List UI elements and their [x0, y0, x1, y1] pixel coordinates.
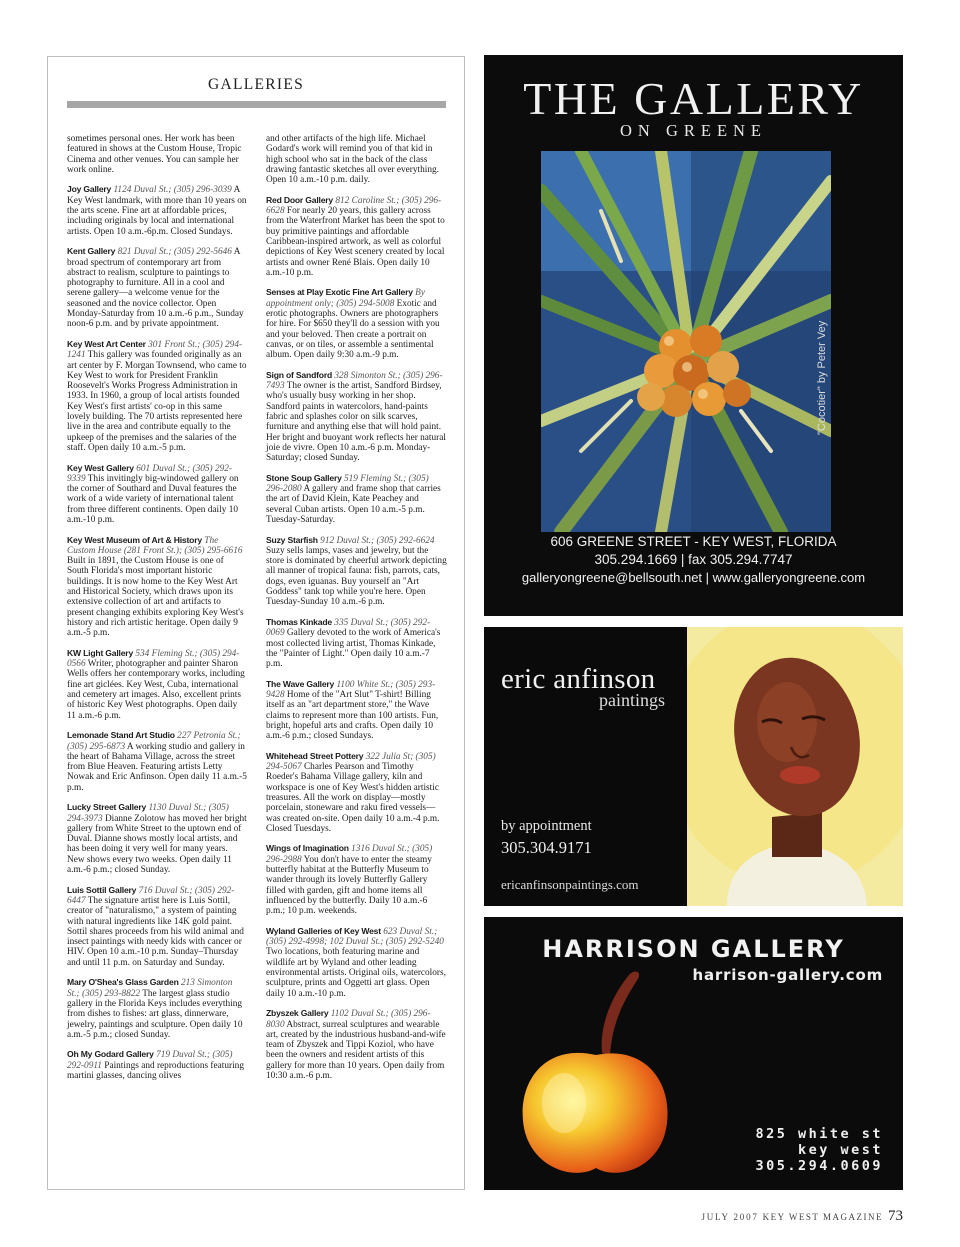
gallery-description: Paintings and reproductions featuring martini glasses, dancing olives: [67, 1060, 244, 1082]
gallery-name: Red Door Gallery: [266, 194, 334, 205]
gallery-listing: [67, 535, 247, 639]
gallery-listing: [67, 1049, 247, 1081]
gallery-listing: [67, 339, 247, 453]
gallery-description: Built in 1891, the Custom House is one of South Florida's most important historic buildings. It is now home to the Key West Art and Historical Society, which draws upon its extensive collection of art and artifacts to present changing exhibits exploring Key West's history and rich artistic heritage. Open daily 9 a.m.-5 p.m.: [67, 556, 244, 639]
gallery-listing: [67, 730, 247, 793]
gallery-description: A Key West landmark, with more than 10 years on the arts scene. Fine art at affordable prices, including originals by local and international artists. Open 10 a.m.-6p.m. Closed Sundays.: [67, 185, 247, 237]
gallery-name: Wyland Galleries of Key West: [266, 925, 381, 936]
coconut-palm-painting: [541, 151, 831, 532]
gallery-description: The owner is the artist, Sandford Birdsey, who's usually busy working in her shop. Sandford paints in watercolors, hand-paints fabric and splashes color on silk scarves, furniture and anything else that will hold paint. Her bright and buoyant work reflects her natural joie de vivre. Open 10 a.m.-6 p.m. Monday-Saturday; closed Sunday.: [266, 381, 446, 464]
ad-website: ericanfinsonpaintings.com: [501, 877, 639, 892]
gallery-name: Lucky Street Gallery: [67, 802, 147, 813]
issue-date: JULY 2007: [701, 1212, 759, 1222]
page-number: 73: [888, 1208, 903, 1224]
gallery-description: Gallery devoted to the work of America's most collected living artist, Thomas Kinkade, the "Painter of Light." Open daily 10 a.m.-7 p.m.: [266, 628, 441, 670]
gallery-listing: [67, 246, 247, 329]
gallery-name: Wings of Imagination: [266, 843, 349, 854]
ad-address-block: [755, 1126, 883, 1174]
gallery-address: 821 Duval St.; (305) 292-5646: [117, 247, 232, 258]
ad-address: 606 GREENE STREET - KEY WEST, FLORIDA: [550, 534, 837, 549]
gallery-listing: [266, 679, 447, 742]
listing-column-left: [67, 134, 247, 1091]
gallery-listing: [266, 843, 447, 916]
gallery-listing: [266, 473, 447, 525]
ad-phones: 305.294.1669 | fax 305.294.7747: [594, 552, 793, 567]
gallery-name: Key West Art Center: [67, 338, 146, 349]
gallery-name: Stone Soup Gallery: [266, 472, 342, 483]
gallery-description: This gallery was founded originally as an art center by F. Morgan Townsend, who came to Key West to work for President Franklin Roosevelt's Works Progress Administration in 1933. In 1960, a group of local artists founded Key West's first artists' co-op in this same lovely building. The 70 artists represented here live in the area and contribute equally to the upkeep of the premises and the salaries of the staff. Open daily 10 a.m.-5 p.m.: [67, 350, 247, 453]
eric-anfinson-ad: [484, 627, 903, 906]
gallery-address: 322 Julia St; (305) 294-5067: [266, 751, 436, 773]
gallery-listing: [266, 751, 447, 834]
gallery-description: This invitingly big-windowed gallery on the corner of Southard and Duval features the work of a wide variety of international talent from three different continents. Open daily 10 a.m.-10 p.m.: [67, 473, 239, 525]
portrait-painting: [687, 627, 903, 906]
gallery-name: Senses at Play Exotic Fine Art Gallery: [266, 287, 413, 298]
gallery-address: 601 Duval St.; (305) 292-9339: [67, 463, 232, 484]
ad-subtitle: ON GREENE: [619, 121, 768, 140]
ad-title: THE GALLERY: [523, 73, 864, 124]
harrison-gallery-ad: [484, 917, 903, 1190]
gallery-listing: [67, 463, 247, 526]
ad-street: 825 white st: [755, 1126, 883, 1142]
glass-apple-sculpture: [504, 963, 684, 1183]
gallery-listing: [67, 977, 247, 1040]
gallery-description: Writer, photographer and painter Sharon Wells offers her contemporary works, including fine art giclées. Key West, Cuba, international and cemetery art images. Also, excellent prints of historic Key West photographs. Open daily 11 a.m.-6 p.m.: [67, 659, 245, 721]
gallery-on-greene-ad: [484, 55, 903, 616]
artist-name: eric anfinson: [501, 663, 656, 695]
gallery-address: 301 Front St.; (305) 294-1241: [67, 339, 243, 361]
gallery-description: A working studio and gallery in the heart of Bahama Village, across the street from Blue Heaven. Featuring artists Letty Nowak and Eric Anfinson. Open daily 11 a.m.-5 p.m.: [67, 741, 247, 793]
gallery-address: 213 Simonton St.; (305) 293-8822: [67, 978, 233, 999]
gallery-description: sometimes personal ones. Her work has been featured in shows at the Custom House, Tropic Cinema and other venues. You can sample her work online.: [67, 134, 242, 175]
gallery-listing: [67, 802, 247, 875]
gallery-listing: [266, 535, 447, 608]
gallery-name: Sign of Sandford: [266, 369, 333, 380]
gallery-listing: [266, 134, 447, 185]
gallery-address: 1100 White St.; (305) 293-9428: [266, 679, 436, 701]
gallery-description: For nearly 20 years, this gallery across from the Waterfront Market has been the spot to buy primitive paintings and affordable Caribbean-inspired artwork, as well as colorful depictions of Key West scenery created by local artists and owner René Blais. Open daily 10 a.m.-10 p.m.: [266, 206, 445, 278]
gallery-listing: [266, 370, 447, 464]
page-folio: [701, 1207, 903, 1225]
gallery-address: 716 Duval St.; (305) 292-6447: [67, 885, 235, 906]
gallery-name: Luis Sottil Gallery: [67, 884, 137, 895]
gallery-name: Lemonade Stand Art Studio: [67, 730, 175, 741]
gallery-listing: [67, 184, 247, 236]
gallery-listing: [266, 195, 447, 278]
gallery-description: You don't have to enter the steamy butterfly habitat at the Butterfly Museum to wander through its lovely Butterfly Gallery filled with garden, gift and home items all influenced by the butterfly. Daily 10 a.m.-6 p.m.; 10 p.m. weekends.: [266, 854, 432, 917]
gallery-description: Exotic and erotic photographs. Owners are photographers for hire. For $650 they'll do a session with you and your beloved. Then create a portrait on canvas, or on tiles, or assemble a sentimental album. Open daily 9:30 a.m.-9 p.m.: [266, 298, 440, 361]
ad-website: harrison-gallery.com: [692, 966, 883, 984]
gallery-description: Two locations, both featuring marine and wildlife art by Wyland and other leading environmental artists. Original oils, watercolors, sculpture, prints and Oggetti art glass. Open daily 10 a.m.-10 p.m.: [266, 947, 446, 999]
by-appointment-label: by appointment: [501, 818, 592, 834]
ad-subtitle: paintings: [599, 690, 665, 710]
gallery-address: 623 Duval St.; (305) 292-4998; 102 Duval St.; (305) 292-5240: [266, 926, 444, 948]
ad-city: key west: [797, 1142, 883, 1158]
gallery-address: 335 Duval St.; (305) 292-0069: [266, 617, 431, 639]
gallery-address: 227 Petronia St.; (305) 295-6873: [67, 731, 241, 752]
gallery-listing: [67, 648, 247, 721]
gallery-description: Abstract, surreal sculptures and wearable art, created by the industrious husband-and-wife team of Zbyszek and Tippi Koziol, who have been the owners and resident artists of this gallery for more than 10 years. Open daily from 10:30 a.m.-6 p.m.: [266, 1019, 446, 1082]
gallery-name: The Wave Gallery: [266, 678, 335, 689]
gallery-address: By appointment only; (305) 294-5008: [266, 288, 425, 309]
gallery-name: KW Light Gallery: [67, 647, 134, 658]
gallery-address: 534 Fleming St.; (305) 294-0566: [67, 648, 240, 670]
gallery-name: Key West Museum of Art & History: [67, 534, 202, 545]
gallery-description: and other artifacts of the high life. Michael Godard's work will remind you of that kid in high school who sat in the back of the class drawing fantastic sketches all over everything. Open 10 a.m.-10 p.m. daily.: [266, 134, 439, 186]
gallery-address: 1316 Duval St.; (305) 296-2988: [266, 844, 433, 865]
gallery-listing: [266, 1008, 447, 1081]
gallery-description: The signature artist here is Luis Sottil, creator of "naturalismo," a system of painting with natural ingredients like 14K gold paint. Sottil shares proceeds from his wild animal and insect paintings with needy kids with cancer or HIV. Open 10 a.m.-10 p.m. Sunday–Thursday and until 11 p.m. on Saturday and Sunday.: [67, 895, 244, 968]
ad-phone: 305.304.9171: [501, 838, 592, 857]
gallery-listing: [266, 926, 447, 999]
ad-contact: galleryongreene@bellsouth.net | www.galleryongreene.com: [521, 570, 866, 585]
gallery-address: 519 Fleming St.; (305) 296-2080: [266, 473, 429, 495]
gallery-address: 1102 Duval St.; (305) 296-8030: [266, 1009, 431, 1030]
gallery-description: Suzy sells lamps, vases and jewelry, but the store is dominated by cheerful artwork depicting all manner of tropical fauna: fish, parrots, cats, dogs, even iguanas. Buy yourself an "Art Goddess" tank top while you're here. Open Tuesday-Sunday 10 a.m.-6 p.m.: [266, 545, 447, 608]
gallery-description: Home of the "Art Slut" T-shirt! Billing itself as an "art department store," the Wave claims to represent more than 100 artists. Fun, bright, hopeful arts and crafts. Open daily 10 a.m.-6 p.m.; closed Sundays.: [266, 690, 439, 742]
gallery-name: Joy Gallery: [67, 184, 112, 195]
gallery-address: 719 Duval St.; (305) 292-0911: [67, 1050, 233, 1071]
gallery-name: Whitehead Street Pottery: [266, 750, 364, 761]
painting-credit: "Cocotier" by Peter Vey: [816, 320, 828, 435]
listing-column-right: [266, 134, 447, 1091]
gallery-address: 812 Caroline St.; (305) 296-6628: [266, 195, 442, 217]
gallery-listing: [266, 287, 447, 360]
gallery-description: The largest glass studio gallery in the Florida Keys includes everything from dishes to fishes: art glass, dinnerware, jewelry, paintings and sculpture. Open daily 10 a.m.-5 p.m.; closed Sunday.: [67, 988, 243, 1040]
gallery-description: A gallery and frame shop that carries the art of David Klein, Kate Peachey and several Cuban artists. Open 10 a.m.-5 p.m. Tuesday-Saturday.: [266, 484, 441, 525]
gallery-listing: [67, 134, 247, 175]
gallery-name: Suzy Starfish: [266, 534, 318, 545]
section-rule: [67, 101, 446, 108]
ad-title: HARRISON GALLERY: [542, 935, 845, 963]
gallery-listing: [67, 885, 247, 968]
gallery-listing: [266, 617, 447, 669]
gallery-address: 1124 Duval St.; (305) 296-3039: [113, 185, 232, 196]
gallery-address: 1130 Duval St.; (305) 294-3973: [67, 803, 229, 824]
gallery-description: Dianne Zolotow has moved her bright gallery from White Street to the uptown end of Duval. Dianne shows mostly local artists, and has been doing it very well for many years. New shows every two weeks. Open daily 11 a.m.-6 p.m.; closed Sunday.: [67, 813, 247, 876]
gallery-address: 912 Duval St.; (305) 292-6624: [320, 535, 435, 546]
galleries-listing-panel: [47, 56, 465, 1190]
gallery-address: 328 Simonton St.; (305) 296-7493: [266, 370, 443, 392]
gallery-name: Key West Gallery: [67, 462, 134, 473]
section-title: GALLERIES: [207, 76, 305, 93]
gallery-name: Oh My Godard Gallery: [67, 1049, 154, 1060]
gallery-description: A broad spectrum of contemporary art from abstract to realism, sculpture to paintings to photography to furniture. All in a cool and serene gallery—a welcome venue for the seasoned and the novice collector. Open Monday-Saturday from 10 a.m.-6 p.m., Sunday noon-6 p.m. and by private appointment.: [67, 247, 244, 330]
gallery-description: Charles Pearson and Timothy Roeder's Bahama Village gallery, kiln and workspace is one of Key West's hidden artistic treasures. All the work on display—mostly porcelain, stoneware and raku fired vessels—was created on-site. Open daily 10 a.m.-4 p.m. Closed Tuesdays.: [266, 762, 440, 834]
magazine-name: KEY WEST MAGAZINE: [762, 1212, 883, 1222]
gallery-address: The Custom House (281 Front St.); (305) 295-6616: [67, 535, 243, 556]
gallery-name: Thomas Kinkade: [266, 616, 332, 627]
ad-phone: 305.294.0609: [755, 1158, 883, 1174]
gallery-name: Zbyszek Gallery: [266, 1008, 329, 1019]
gallery-name: Kent Gallery: [67, 246, 116, 257]
gallery-name: Mary O'Shea's Glass Garden: [67, 977, 179, 988]
